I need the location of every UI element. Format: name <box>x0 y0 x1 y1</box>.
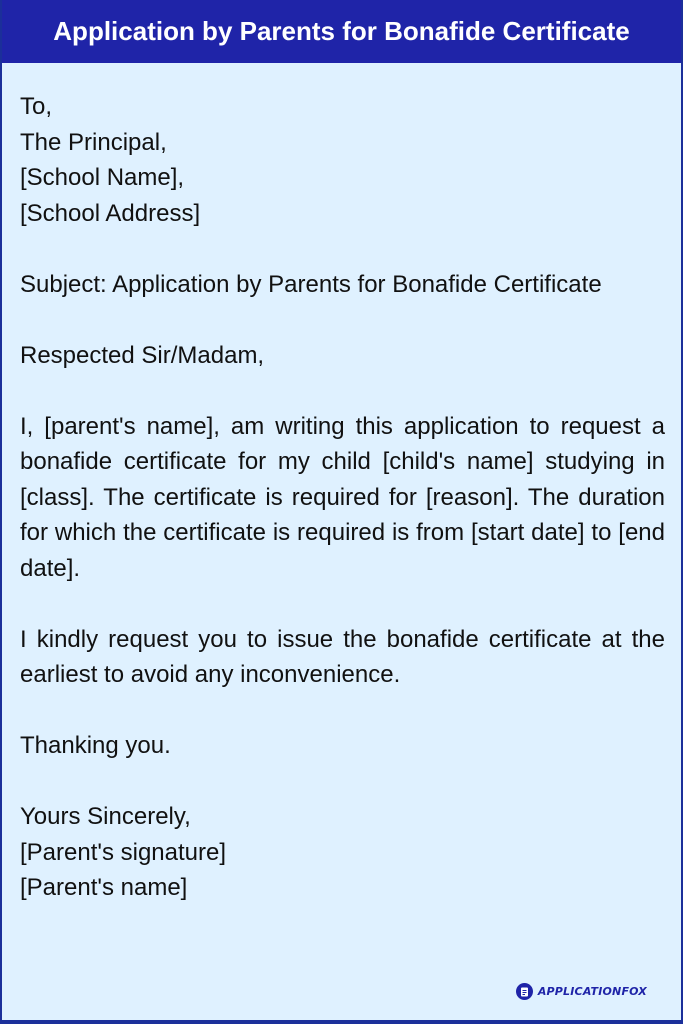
closing-line: Thanking you. <box>20 732 171 759</box>
body-paragraph-urgency: I kindly request you to issue the bonafide certificate at the earliest to avoid any inconvenience. <box>20 625 665 688</box>
signoff-line: Yours Sincerely, <box>20 803 191 830</box>
letter-body <box>2 63 681 906</box>
recipient-address <box>20 89 665 231</box>
body-paragraph-request: I, [parent's name], am writing this application to request a bonafide certificate for my child [child's name] studying in [class]. The certificate is required for [reason]. The duration for which the certificate is required is from [start date] to [end date]. <box>20 412 665 582</box>
address-line-principal: The Principal, <box>20 128 167 156</box>
page-title: Application by Parents for Bonafide Certificate <box>53 16 630 46</box>
address-line-school-address: [School Address] <box>20 199 201 227</box>
subject-line: Subject: Application by Parents for Bonafide Certificate <box>20 270 602 298</box>
salutation: Respected Sir/Madam, <box>20 341 265 369</box>
name-placeholder: [Parent's name] <box>20 874 188 901</box>
signoff-block <box>20 799 665 906</box>
brand-name: APPLICATIONFOX <box>537 985 647 998</box>
address-line-to: To, <box>20 93 53 120</box>
brand-logo <box>516 983 647 1000</box>
document-icon <box>516 983 533 1000</box>
address-line-school-name: [School Name], <box>20 164 185 191</box>
signature-placeholder: [Parent's signature] <box>20 838 227 866</box>
title-bar <box>2 0 681 63</box>
